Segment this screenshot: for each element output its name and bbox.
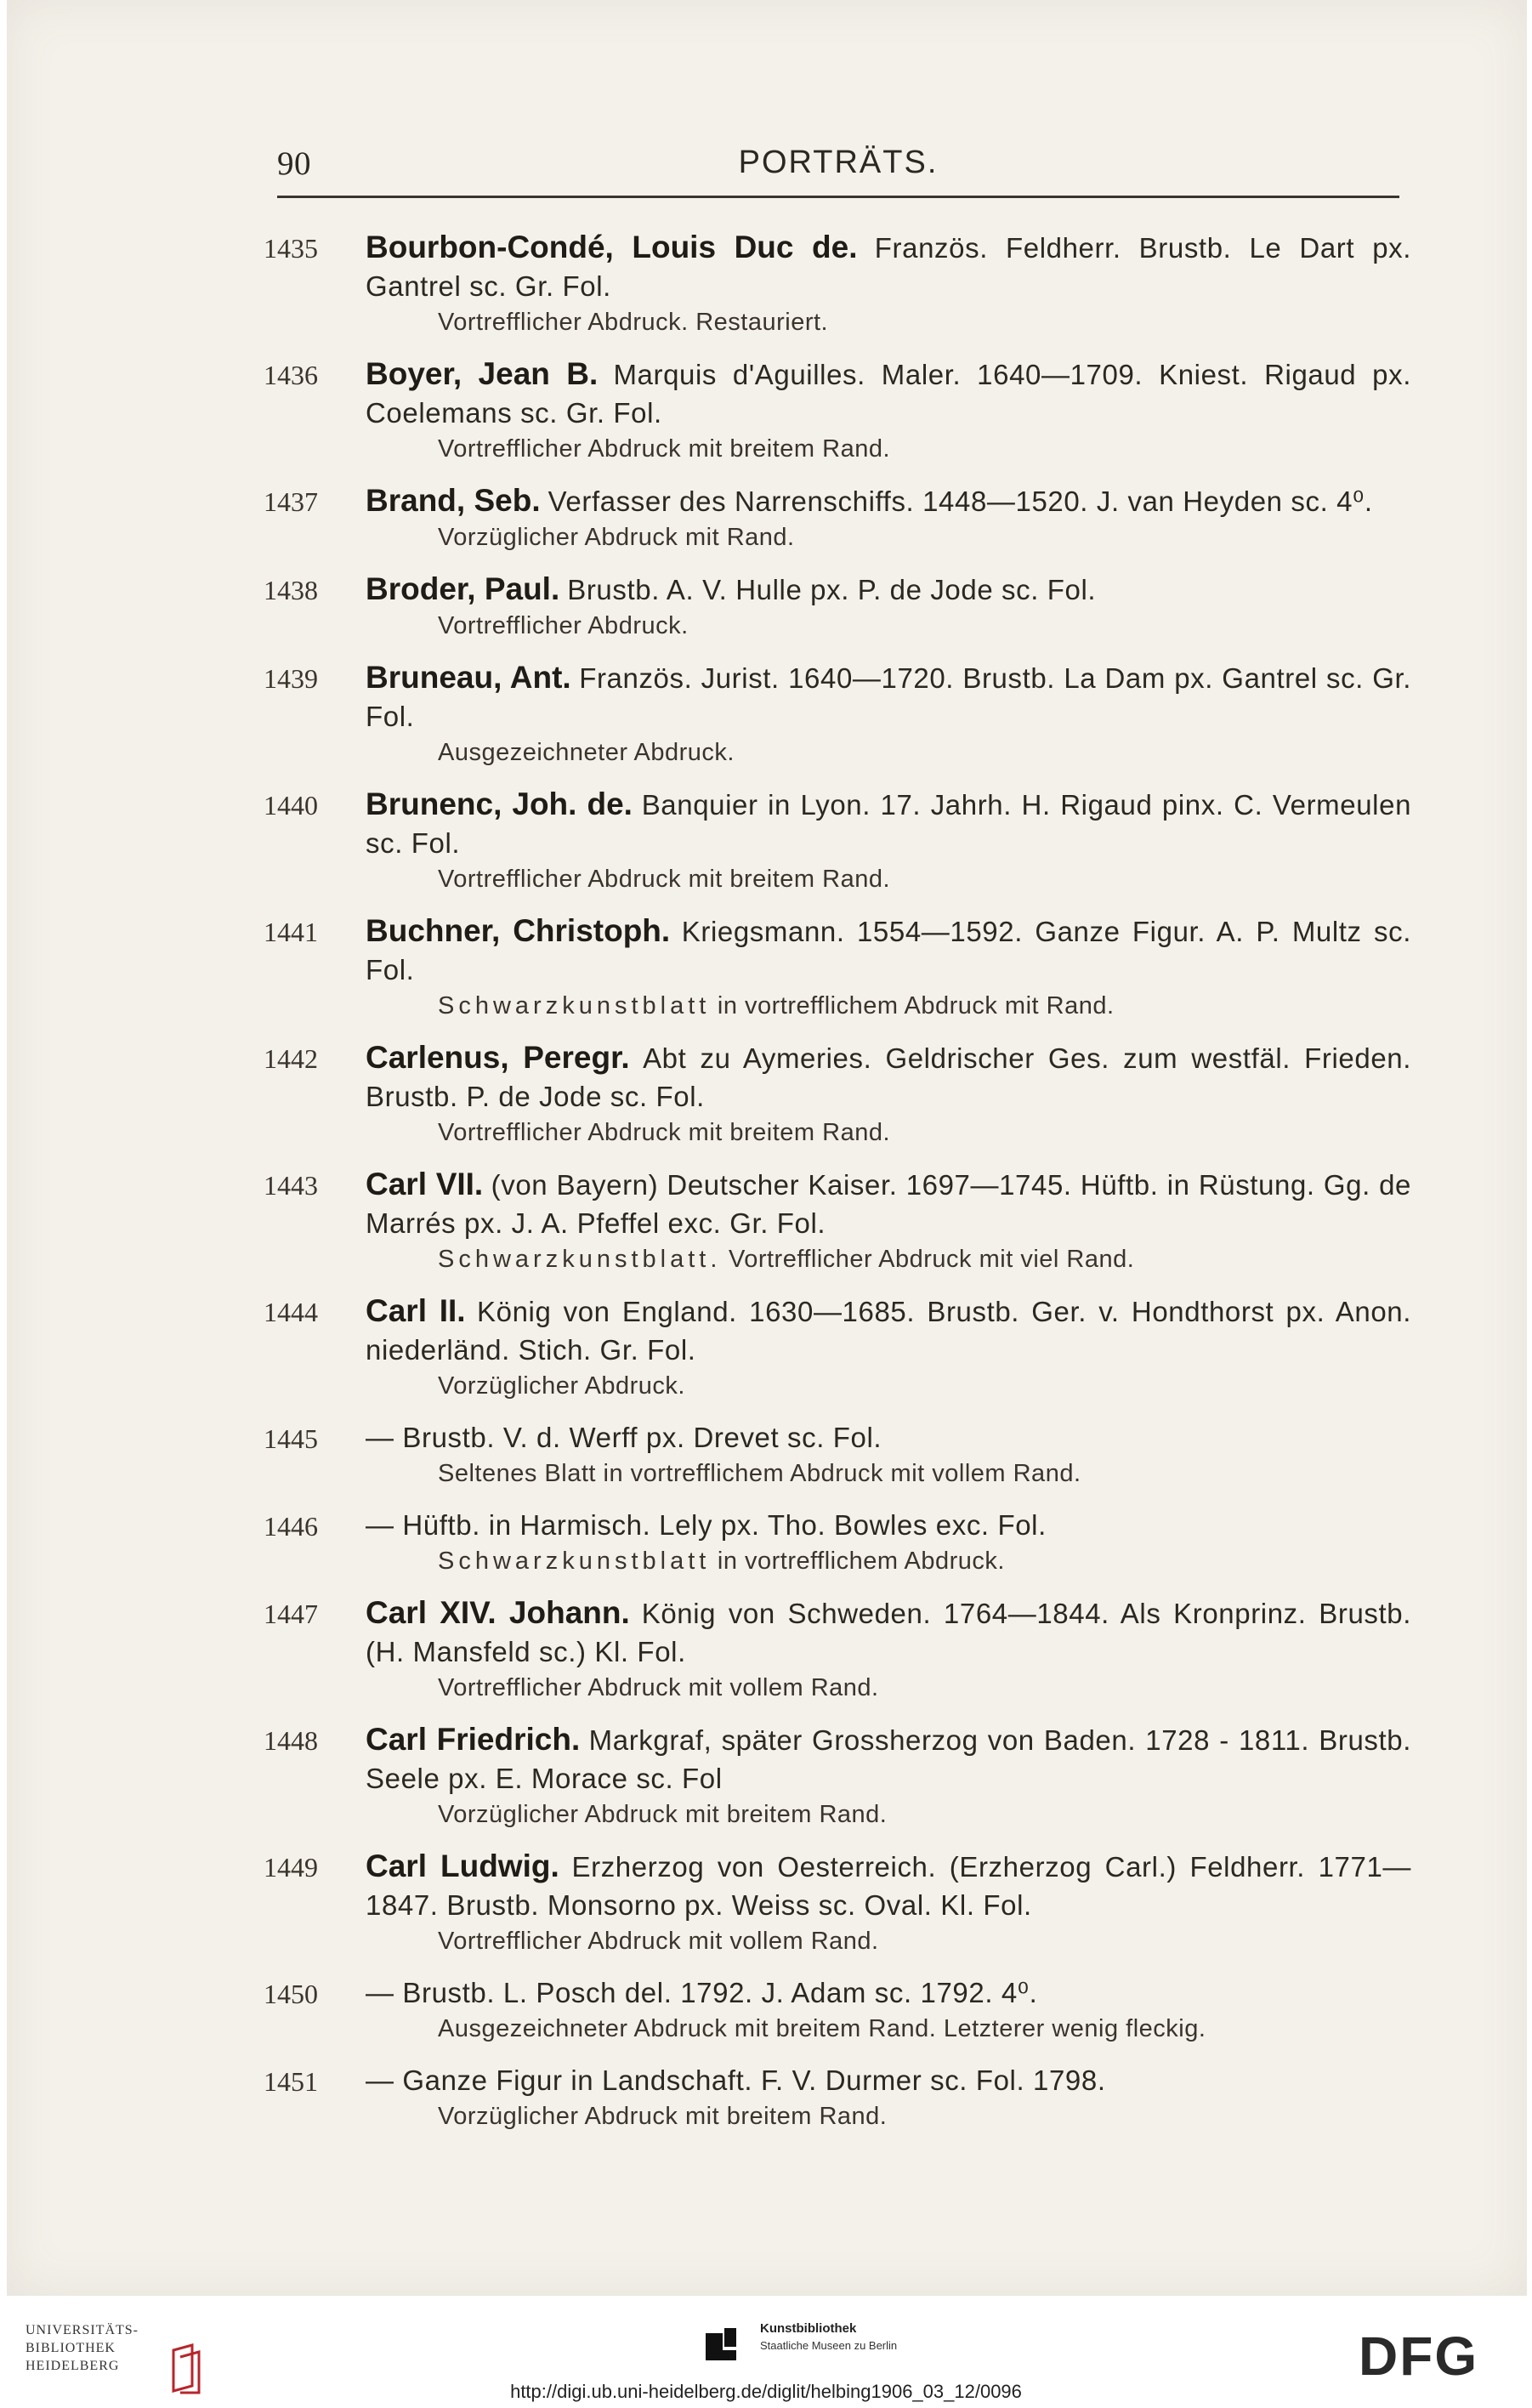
catalogue-entries [264,228,1411,2149]
condition-note [438,432,1411,466]
sitter-name: Bourbon-Condé, Louis Duc de. [366,230,858,264]
condition-note [438,2012,1411,2046]
technique-label: Schwarzkunstblatt [438,992,711,1019]
condition-note [438,609,1411,643]
sitter-name: Carl Friedrich. [366,1722,581,1757]
catalogue-entry [264,1165,1411,1276]
catalogue-entry [264,228,1411,339]
header-rule [277,196,1399,198]
entry-description [366,1038,1411,1116]
condition-text: Ausgezeichneter Abdruck mit breitem Rand. Letzterer wenig fleckig. [438,2015,1206,2042]
print-details: Kriegsmann. 1554—1592. Ganze Figur. A. P. Multz sc. Fol. [366,916,1411,985]
source-url[interactable]: http://digi.ub.uni-heidelberg.de/diglit/helbing1906_03_12/0096 [510,2381,1022,2402]
print-details: — Ganze Figur in Landschaft. F. V. Durmer sc. Fol. 1798. [366,2064,1106,2096]
footer [0,2296,1532,2408]
condition-note [438,1671,1411,1705]
lot-number: 1448 [264,1725,318,1756]
entry-description [366,1506,1411,1544]
running-head: PORTRÄTS. [738,145,939,180]
entry-description [366,658,1411,735]
lot-number: 1436 [264,360,318,390]
condition-text: Vortrefflicher Abdruck mit breitem Rand. [438,1119,891,1146]
kunstbibliothek-mark-icon [702,2325,740,2362]
sitter-name: Bruneau, Ant. [366,660,571,695]
sitter-name: Carlenus, Peregr. [366,1040,630,1075]
condition-note [438,1924,1411,1958]
print-details: — Hüftb. in Harmisch. Lely px. Tho. Bowles exc. Fol. [366,1509,1047,1541]
sitter-name: Brunenc, Joh. de. [366,787,633,821]
technique-label: Schwarzkunstblatt. [438,1246,722,1273]
condition-text: in vortrefflichem Abdruck mit Rand. [717,992,1115,1019]
catalogue-entry [264,570,1411,643]
print-details: Banquier in Lyon. 17. Jahrh. H. Rigaud pinx. C. Vermeulen sc. Fol. [366,789,1412,859]
lot-number: 1441 [264,917,318,947]
catalogue-entry [264,912,1411,1023]
condition-text: Vorzüglicher Abdruck mit breitem Rand. [438,1801,888,1828]
condition-note [438,1369,1411,1403]
condition-text: Vortrefflicher Abdruck mit viel Rand. [728,1246,1135,1273]
entry-description [366,481,1411,520]
entry-description [366,1593,1411,1671]
entry-description [366,912,1411,989]
entry-description [366,2061,1411,2099]
condition-text: Vortrefflicher Abdruck. Restauriert. [438,309,829,336]
sitter-name: Carl VII. [366,1167,484,1201]
print-details: Französ. Jurist. 1640—1720. Brustb. La Dam px. Gantrel sc. Gr. Fol. [366,662,1412,732]
lot-number: 1447 [264,1599,318,1629]
condition-text: Vorzüglicher Abdruck mit breitem Rand. [438,2103,888,2130]
entry-description [366,228,1411,305]
condition-note [438,1116,1411,1150]
entry-description [366,355,1411,432]
lot-number: 1442 [264,1043,318,1074]
catalogue-entry [264,1974,1411,2046]
entry-description [366,1292,1411,1369]
entry-description [366,1720,1411,1797]
lot-number: 1439 [264,663,318,694]
condition-text: Vorzüglicher Abdruck mit Rand. [438,524,795,551]
print-details: König von Schweden. 1764—1844. Als Kronprinz. Brustb. (H. Mansfeld sc.) Kl. Fol. [366,1598,1411,1667]
condition-note [438,989,1411,1023]
print-details: Markgraf, später Grossherzog von Baden. 1728 - 1811. Brustb. Seele px. E. Morace sc. Fol [366,1724,1412,1794]
entry-description [366,1418,1411,1457]
lot-number: 1445 [264,1423,318,1454]
lot-number: 1438 [264,575,318,605]
uni-line: BIBLIOTHEK [26,2341,116,2355]
lot-number: 1437 [264,486,318,517]
condition-note [438,1242,1411,1276]
lot-number: 1450 [264,1979,318,2009]
kunstbibliothek-title: Kunstbibliothek [760,2321,857,2336]
catalogue-entry [264,1720,1411,1832]
print-details: (von Bayern) Deutscher Kaiser. 1697—1745. Hüftb. in Rüstung. Gg. de Marrés px. J. A. Pfeffel exc. Gr. Fol. [366,1169,1411,1239]
catalogue-entry [264,1506,1411,1578]
lot-number: 1444 [264,1297,318,1327]
condition-text: Vortrefflicher Abdruck mit vollem Rand. [438,1674,879,1701]
condition-text: in vortrefflichem Abdruck. [717,1548,1005,1575]
print-details: Brustb. A. V. Hulle px. P. de Jode sc. Fol. [567,574,1097,605]
catalogue-entry [264,1418,1411,1491]
condition-text: Vortrefflicher Abdruck mit breitem Rand. [438,435,891,463]
catalogue-entry [264,2061,1411,2133]
entry-description [366,1847,1411,1924]
print-details: — Brustb. V. d. Werff px. Drevet sc. Fol. [366,1422,882,1453]
page-number: 90 [277,145,311,182]
sitter-name: Carl XIV. Johann. [366,1595,630,1630]
uni-line: HEIDELBERG [26,2359,120,2373]
lot-number: 1435 [264,233,318,264]
lot-number: 1443 [264,1170,318,1201]
print-details: Französ. Feldherr. Brustb. Le Dart px. Gantrel sc. Gr. Fol. [366,232,1412,302]
entry-description [366,570,1411,609]
page-header [277,145,1399,196]
condition-note [438,2099,1411,2133]
entry-description [366,785,1411,862]
lot-number: 1449 [264,1852,318,1883]
print-details: Abt zu Aymeries. Geldrischer Ges. zum westfäl. Frieden. Brustb. P. de Jode sc. Fol. [366,1042,1411,1112]
catalogue-entry [264,1593,1411,1705]
condition-note [438,520,1411,554]
entry-description [366,1974,1411,2012]
condition-text: Seltenes Blatt in vortrefflichem Abdruck mit vollem Rand. [438,1460,1081,1487]
condition-text: Vortrefflicher Abdruck mit breitem Rand. [438,866,891,893]
condition-note [438,735,1411,770]
catalogue-entry [264,1038,1411,1150]
condition-note [438,1457,1411,1491]
condition-text: Vortrefflicher Abdruck. [438,612,689,639]
sitter-name: Carl II. [366,1293,466,1328]
lot-number: 1451 [264,2066,318,2097]
catalogue-entry [264,1847,1411,1958]
condition-note [438,1797,1411,1832]
print-details: Verfasser des Narrenschiffs. 1448—1520. J. van Heyden sc. 4⁰. [548,486,1373,517]
lot-number: 1446 [264,1511,318,1542]
catalogue-entry [264,658,1411,770]
sitter-name: Brand, Seb. [366,483,541,518]
print-details: Marquis d'Aguilles. Maler. 1640—1709. Kniest. Rigaud px. Coelemans sc. Gr. Fol. [366,359,1411,429]
sitter-name: Boyer, Jean B. [366,356,599,391]
condition-note [438,862,1411,896]
print-details: Erzherzog von Oesterreich. (Erzherzog Carl.) Feldherr. 1771—1847. Brustb. Monsorno px. Weiss sc. Oval. Kl. Fol. [366,1851,1412,1921]
dfg-logo[interactable]: DFG [1359,2326,1479,2387]
lot-number: 1440 [264,790,318,821]
kunstbibliothek-logo[interactable] [702,2320,940,2371]
catalogue-entry [264,785,1411,896]
kunstbibliothek-subtitle: Staatliche Museen zu Berlin [760,2339,898,2352]
catalogue-entry [264,481,1411,554]
condition-text: Ausgezeichneter Abdruck. [438,739,735,766]
condition-text: Vorzüglicher Abdruck. [438,1372,685,1400]
entry-description [366,1165,1411,1242]
print-details: König von England. 1630—1685. Brustb. Ger. v. Hondthorst px. Anon. niederländ. Stich. Gr. Fol. [366,1296,1411,1366]
condition-text: Vortrefflicher Abdruck mit vollem Rand. [438,1928,879,1955]
print-details: — Brustb. L. Posch del. 1792. J. Adam sc. 1792. 4⁰. [366,1977,1038,2008]
catalogue-entry [264,1292,1411,1403]
sitter-name: Broder, Paul. [366,571,560,606]
technique-label: Schwarzkunstblatt [438,1548,711,1575]
university-library-logo[interactable] [26,2321,196,2381]
catalogue-entry [264,355,1411,466]
uni-line: UNIVERSITÄTS- [26,2323,139,2337]
sitter-name: Buchner, Christoph. [366,913,671,948]
sitter-name: Carl Ludwig. [366,1849,559,1883]
condition-note [438,305,1411,339]
condition-note [438,1544,1411,1578]
